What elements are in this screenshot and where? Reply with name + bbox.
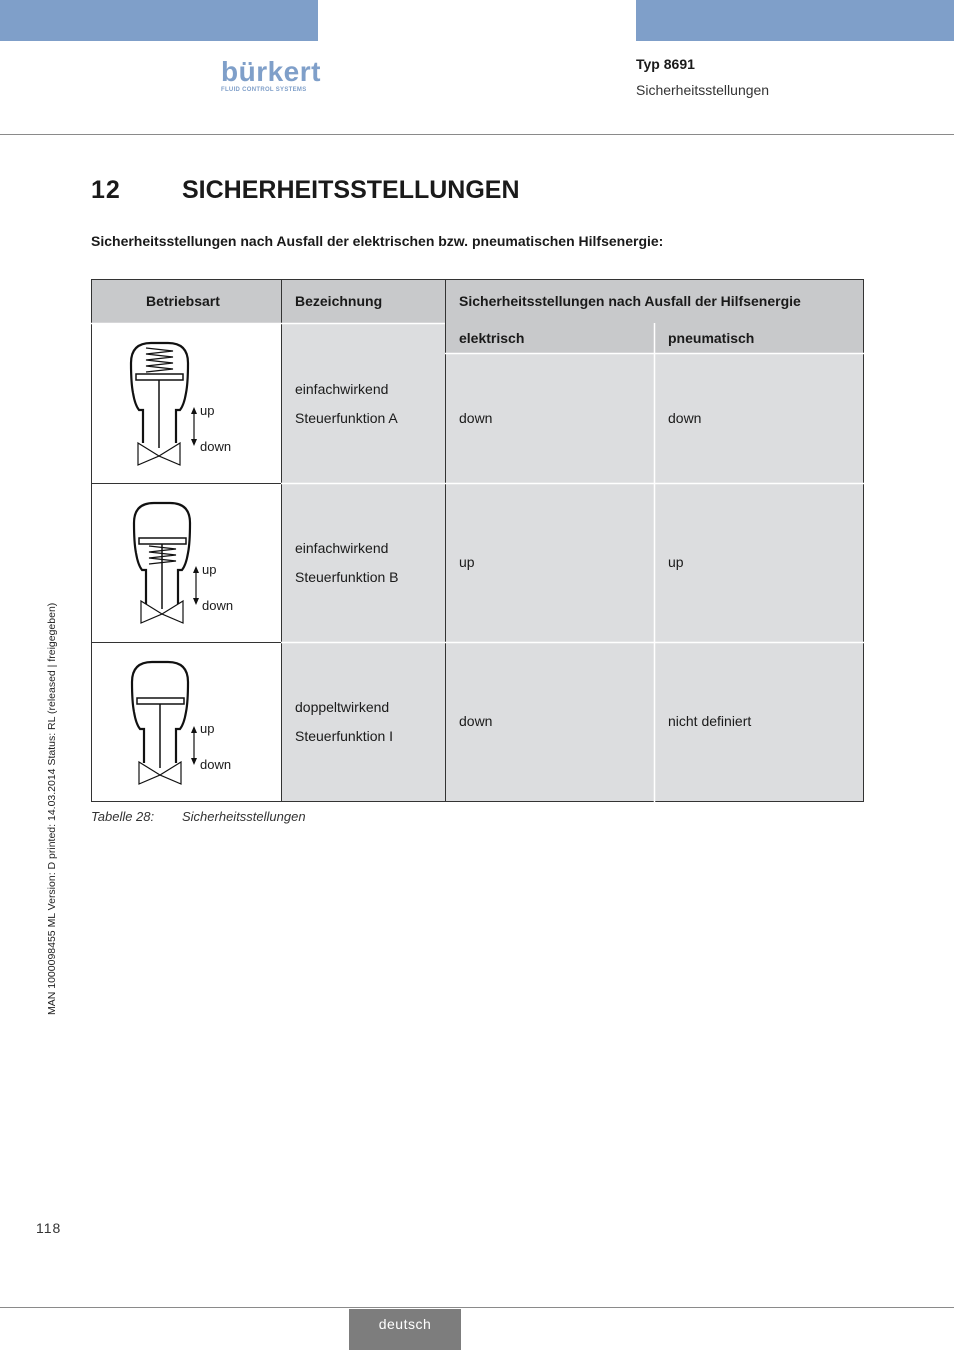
header-pneumatic-label: pneumatisch [668,330,755,346]
row1-designation-line1: einfachwirkend [295,381,389,397]
logo-brand: bürkert [221,56,321,87]
header-safety-label: Sicherheitsstellungen nach Ausfall der Hilfsenergie [459,293,801,309]
table-grid [91,279,864,802]
row2-pneumatic-value: up [668,554,684,570]
row3-pneumatic-value: nicht definiert [668,713,752,729]
table-caption [91,809,306,824]
header-mode-label: Betriebsart [146,293,220,309]
row2-designation-line2: Steuerfunktion B [295,569,399,585]
row2-electric-value: up [459,554,475,570]
row3-up-label: up [200,721,215,736]
caption-text: Sicherheitsstellungen [182,809,306,824]
row3-down-label: down [200,757,232,772]
header-designation-label: Bezeichnung [295,293,383,309]
logo [221,58,321,93]
row1-down-label: down [200,439,232,454]
row1-designation-line2: Steuerfunktion A [295,410,398,426]
header-electric-label: elektrisch [459,330,525,346]
chapter-title: SICHERHEITSSTELLUNGEN [182,176,520,204]
footer-divider [0,1307,954,1308]
header-bar-right [636,0,954,41]
chapter-number: 12 [91,176,121,204]
row3-electric-value: down [459,713,493,729]
header-bar-left [0,0,318,41]
row1-electric-value: down [459,410,493,426]
caption-label: Tabelle 28: [91,809,155,824]
page-number: 118 [36,1220,62,1236]
row1-up-label: up [200,403,215,418]
row2-down-label: down [202,598,234,613]
logo-subtitle: FLUID CONTROL SYSTEMS [221,87,307,93]
header-type: Typ 8691 [636,56,695,72]
language-tab: deutsch [349,1309,461,1350]
row1-pneumatic-value: down [668,410,702,426]
row3-designation-line2: Steuerfunktion I [295,728,394,744]
header-divider [0,134,954,135]
row3-designation-line1: doppeltwirkend [295,699,390,715]
row2-up-label: up [202,562,217,577]
row2-designation-line1: einfachwirkend [295,540,389,556]
header-section: Sicherheitsstellungen [636,82,770,98]
document-metadata-vertical: MAN 1000098455 ML Version: D printed: 14.03.2014 Status: RL (released | freigegeben) [46,602,58,1015]
intro-text: Sicherheitsstellungen nach Ausfall der elektrischen bzw. pneumatischen Hilfsenergie: [91,233,664,249]
safety-table [91,279,864,802]
